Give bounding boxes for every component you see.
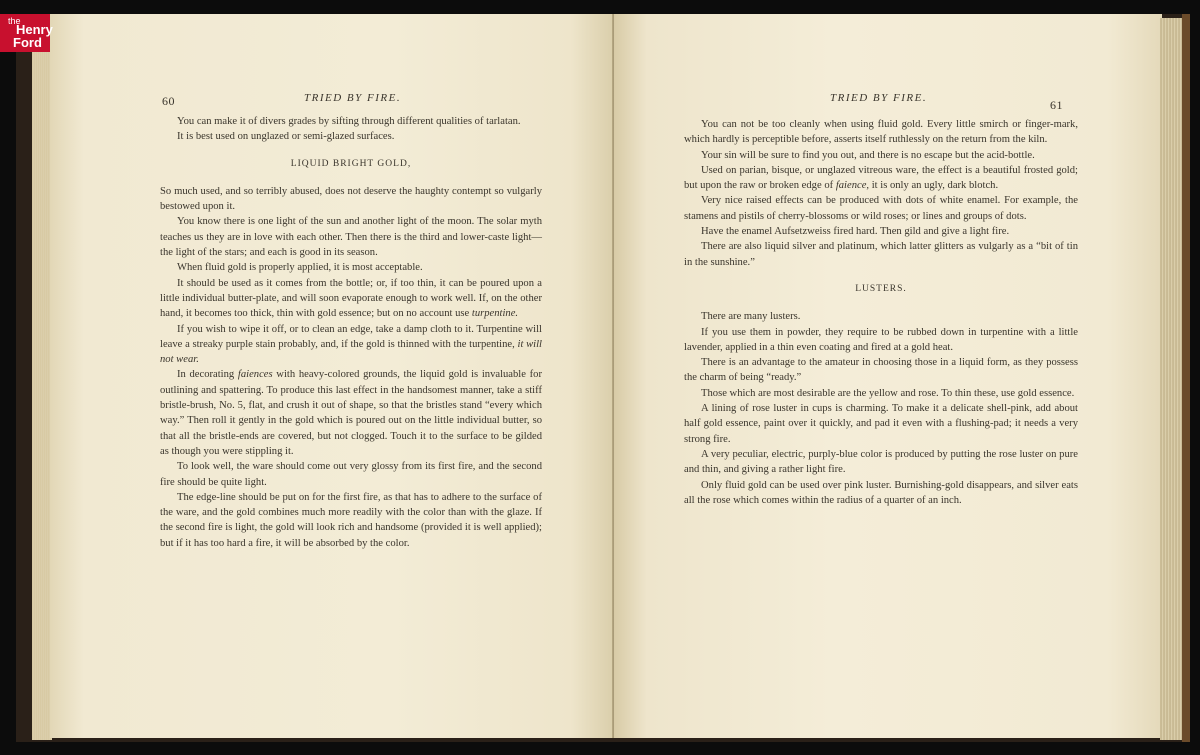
paragraph xyxy=(684,447,1078,478)
paragraph xyxy=(684,193,1078,224)
paragraph xyxy=(684,224,1078,239)
text-run: A lining of rose luster in cups is charming. To make it a delicate shell-pink, add about half gold essence, paint over it quickly, and pad it even with a flushing-pad; it needs a very strong fire. xyxy=(684,403,1078,445)
italic-text: faience, xyxy=(835,180,870,192)
italic-text: turpentine. xyxy=(471,308,519,320)
text-run: There is an advantage to the amateur in choosing those in a liquid form, as they possess the charm of being “ready.” xyxy=(684,357,1078,384)
text-run: A very peculiar, electric, purply-blue color is produced by putting the rose luster on pure and thin, and giving a rather light fire. xyxy=(684,448,1078,476)
text-run: When fluid gold is properly applied, it is most acceptable. xyxy=(177,262,423,274)
text-run: Have the enamel Aufsetzweiss fired hard. Then gild and give a light fire. xyxy=(701,226,1010,238)
text-run: There are many lusters. xyxy=(701,311,801,323)
text-run: Very nice raised effects can be produced with dots of white enamel. For example, the stamens and pistils of cherry-blossoms or wild roses; or lines and groups of dots. xyxy=(684,195,1078,222)
logo-text: Henry xyxy=(16,22,53,37)
paragraph xyxy=(684,163,1078,194)
paragraph xyxy=(684,355,1078,386)
running-head: TRIED BY FIRE. xyxy=(304,92,402,104)
text-run: There are also liquid silver and platinum, which latter glitters as vulgarly as a “bit of tin in the sunshine.” xyxy=(684,241,1078,268)
paragraph xyxy=(160,129,542,144)
text-run: LIQUID BRIGHT GOLD, xyxy=(290,158,412,169)
book-cover-edge xyxy=(1182,14,1190,742)
paragraph xyxy=(160,184,542,215)
text-run: If you use them in powder, they require to be rubbed down in turpentine with a little lavender, applied in a thin even coating and fired at a gold heat. xyxy=(684,326,1078,353)
logo-text: Ford xyxy=(13,35,42,50)
paragraph xyxy=(160,276,542,322)
paragraph xyxy=(684,117,1078,148)
henry-ford-logo xyxy=(0,14,53,52)
paragraph xyxy=(684,478,1078,509)
paragraph xyxy=(160,459,542,490)
text-run: It is best used on unglazed or semi-glazed surfaces. xyxy=(177,131,395,143)
text-run: You can make it of divers grades by sifting through different qualities of tarlatan. xyxy=(177,116,521,127)
text-run: Your sin will be sure to find you out, and there is no escape but the acid-bottle. xyxy=(701,149,1035,161)
text-run: Only fluid gold can be used over pink luster. Burnishing-gold disappears, and silver eats all the rose which comes within the radius of a quarter of an inch. xyxy=(684,479,1078,506)
text-run: LUSTERS. xyxy=(855,283,907,294)
paragraph xyxy=(160,260,542,275)
left-page xyxy=(50,14,616,738)
paragraph xyxy=(160,214,542,260)
text-run: You know there is one light of the sun and another light of the moon. The solar myth teaches us they are in love with each other. Then there is the third and lower-caste light—the light of the stars; and each is good in its season. xyxy=(160,216,542,259)
page-number: 61 xyxy=(1050,98,1063,112)
running-head: TRIED BY FIRE. xyxy=(830,92,928,104)
text-run: Those which are most desirable are the yellow and rose. To thin these, use gold essence. xyxy=(701,387,1075,399)
paragraph xyxy=(160,322,542,368)
paragraph xyxy=(684,309,1078,324)
text-run: You can not be too cleanly when using fluid gold. Every little smirch or finger-mark, which hardly is perceptible before, asserts itself ruthlessly on the return from the kiln. xyxy=(684,119,1078,146)
paragraph xyxy=(684,239,1078,270)
text-run: with heavy-colored grounds, the liquid gold is invaluable for outlining and spattering. To produce this last effect in the handsomest manner, take a stiff bristle-brush, No. 5, flat, and crush it out of shape, so that the bristles stand “every which way.” Then roll it gently in the gold which is poured out on the little individual butter, so that all the bristle-ends are covered, but not clogged. Touch it to the surface to be gilded as though you were stippling it. xyxy=(160,369,542,457)
text-run: To look well, the ware should come out very glossy from its first fire, and the second fire should be quite light. xyxy=(160,461,542,488)
open-book xyxy=(16,14,1190,742)
text-run: Used on parian, bisque, or unglazed vitreous ware, the effect is a beautiful frosted gold; but upon the raw or broken edge of xyxy=(684,164,1078,192)
page-number: 60 xyxy=(162,94,175,108)
section-heading xyxy=(684,282,1078,297)
paragraph xyxy=(160,490,542,551)
page-edges-left xyxy=(32,18,52,740)
italic-text: faiences xyxy=(237,369,273,381)
text-run: it is only an ugly, dark blotch. xyxy=(869,180,999,192)
text-run: In decorating xyxy=(177,369,238,381)
paragraph xyxy=(160,114,542,129)
paragraph xyxy=(684,401,1078,447)
right-page xyxy=(614,14,1162,738)
logo-text: the xyxy=(8,16,21,26)
page-text xyxy=(684,117,1078,508)
paragraph xyxy=(684,325,1078,356)
section-heading xyxy=(160,157,542,172)
text-run: It should be used as it comes from the bottle; or, if too thin, it can be poured upon a little individual butter-plate, and will soon evaporate enough to work well. If, on the other hand, it becomes too thick, thin with gold essence; but on no account use xyxy=(160,277,542,320)
italic-text: it will not wear. xyxy=(160,338,542,366)
paragraph xyxy=(684,148,1078,163)
text-run: So much used, and so terribly abused, does not deserve the haughty contempt so vulgarly bestowed upon it. xyxy=(160,185,542,213)
page-text xyxy=(160,114,542,551)
paragraph xyxy=(160,367,542,459)
text-run: If you wish to wipe it off, or to clean an edge, take a damp cloth to it. Turpentine will leave a streaky purple stain probably, and, if the gold is thinned with the turpentine, xyxy=(160,323,542,350)
paragraph xyxy=(684,386,1078,401)
text-run: The edge-line should be put on for the first fire, as that has to adhere to the surface of the ware, and the gold combines much more readily with the color than with the glaze. If the second fire is light, the gold will look rich and handsome (provided it is well applied); but if it has too hard a fire, it will be absorbed by the color. xyxy=(160,491,542,549)
